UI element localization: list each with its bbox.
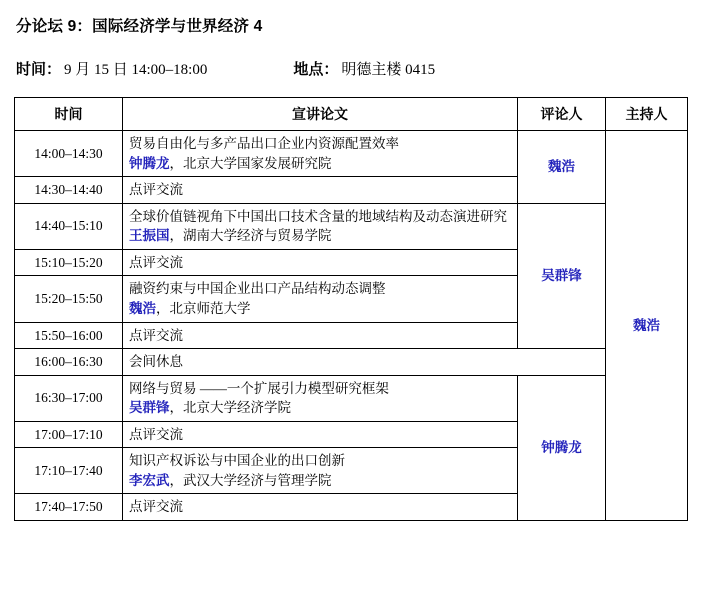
cell-paper bbox=[123, 276, 518, 322]
paper-affiliation: ，武汉大学经济与管理学院 bbox=[169, 472, 332, 488]
cell-paper bbox=[123, 448, 518, 494]
place-value: 明德主楼 0415 bbox=[341, 62, 436, 78]
cell-time: 14:00–14:30 bbox=[15, 131, 123, 177]
cell-note: 点评交流 bbox=[123, 249, 518, 276]
cell-discussant: 吴群锋 bbox=[518, 203, 606, 348]
cell-paper bbox=[123, 203, 518, 249]
paper-affiliation: ，湖南大学经济与贸易学院 bbox=[169, 228, 332, 244]
cell-time: 15:50–16:00 bbox=[15, 322, 123, 349]
cell-paper bbox=[123, 131, 518, 177]
cell-time: 15:20–15:50 bbox=[15, 276, 123, 322]
cell-time: 17:10–17:40 bbox=[15, 448, 123, 494]
schedule-table bbox=[14, 97, 688, 521]
paper-title: 融资约束与中国企业出口产品结构动态调整 bbox=[129, 281, 386, 297]
column-header-discussant: 评论人 bbox=[518, 98, 606, 131]
column-header-paper: 宣讲论文 bbox=[123, 98, 518, 131]
document-page bbox=[0, 14, 701, 589]
paper-author: 魏浩 bbox=[129, 300, 156, 316]
session-meta bbox=[16, 58, 687, 79]
paper-affiliation: ，北京大学经济学院 bbox=[169, 400, 291, 416]
paper-author: 李宏武 bbox=[129, 472, 170, 488]
cell-note: 点评交流 bbox=[123, 177, 518, 204]
cell-time: 16:00–16:30 bbox=[15, 349, 123, 376]
paper-author: 吴群锋 bbox=[129, 400, 170, 416]
table-row bbox=[15, 349, 688, 376]
paper-author-line bbox=[129, 471, 511, 491]
cell-paper bbox=[123, 375, 518, 421]
paper-title: 全球价值链视角下中国出口技术含量的地域结构及动态演进研究 bbox=[129, 208, 507, 224]
cell-time: 17:00–17:10 bbox=[15, 421, 123, 448]
cell-note: 会间休息 bbox=[123, 349, 606, 376]
paper-title: 网络与贸易 ——一个扩展引力模型研究框架 bbox=[129, 380, 389, 396]
table-row bbox=[15, 375, 688, 421]
table-row bbox=[15, 203, 688, 249]
paper-affiliation: ，北京大学国家发展研究院 bbox=[169, 155, 332, 171]
paper-affiliation: ，北京师范大学 bbox=[156, 300, 251, 316]
table-header-row bbox=[15, 98, 688, 131]
place-label: 地点： bbox=[293, 61, 339, 78]
table-row bbox=[15, 131, 688, 177]
cell-discussant: 魏浩 bbox=[518, 131, 606, 204]
cell-time: 14:40–15:10 bbox=[15, 203, 123, 249]
cell-discussant: 钟腾龙 bbox=[518, 375, 606, 520]
time-value: 9 月 15 日 14:00–18:00 bbox=[64, 62, 208, 78]
cell-time: 17:40–17:50 bbox=[15, 494, 123, 521]
cell-note: 点评交流 bbox=[123, 494, 518, 521]
time-label: 时间： bbox=[16, 61, 62, 78]
paper-author: 钟腾龙 bbox=[129, 155, 170, 171]
cell-note: 点评交流 bbox=[123, 421, 518, 448]
cell-time: 16:30–17:00 bbox=[15, 375, 123, 421]
cell-time: 14:30–14:40 bbox=[15, 177, 123, 204]
paper-author-line bbox=[129, 299, 511, 319]
cell-note: 点评交流 bbox=[123, 322, 518, 349]
column-header-time: 时间 bbox=[15, 98, 123, 131]
paper-title: 知识产权诉讼与中国企业的出口创新 bbox=[129, 453, 345, 469]
cell-chair: 魏浩 bbox=[606, 131, 688, 521]
paper-author-line bbox=[129, 226, 511, 246]
cell-time: 15:10–15:20 bbox=[15, 249, 123, 276]
paper-author-line bbox=[129, 398, 511, 418]
paper-title: 贸易自由化与多产品出口企业内资源配置效率 bbox=[129, 136, 399, 151]
column-header-chair: 主持人 bbox=[606, 98, 688, 131]
paper-author-line bbox=[129, 154, 511, 174]
paper-author: 王振国 bbox=[129, 228, 170, 244]
page-title: 分论坛 9：国际经济学与世界经济 4 bbox=[16, 18, 263, 35]
